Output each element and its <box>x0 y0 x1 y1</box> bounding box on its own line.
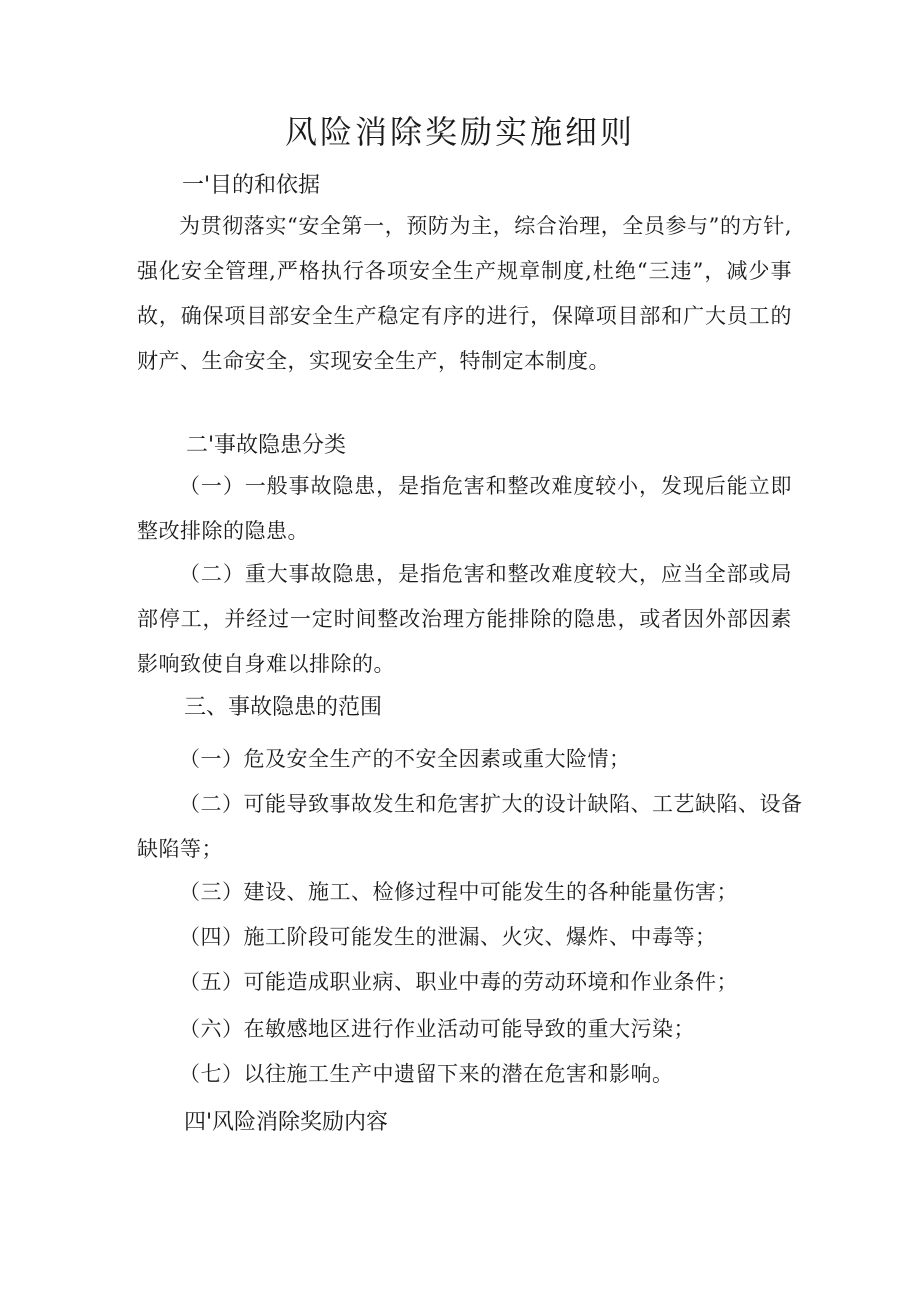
scope-item-4: （四）施工阶段可能发生的泄漏、火灾、爆炸、中毒等； <box>179 925 717 949</box>
paragraph-major-hazard: （二）重大事故隐患，是指危害和整改难度较大，应当全部或局部停工，并经过一定时间整改治理方能排除的隐患，或者因外部因素影响致使自身难以排除的。 <box>137 562 792 676</box>
paragraph-purpose: 为贯彻落实“安全第一，预防为主，综合治理，全员参与”的方针,强化安全管理,严格执行各项安全生产规章制度,杜绝“三违”，减少事故，确保项目部安全生产稳定有序的进行，保障项目部和广大员工的财产、生命安全，实现安全生产，特制定本制度。 <box>137 214 792 373</box>
section-heading-purpose: 一'目的和依据 <box>182 173 321 198</box>
scope-item-7: （七）以往施工生产中遗留下来的潜在危害和影响。 <box>179 1062 674 1086</box>
section-heading-classification: 二'事故隐患分类 <box>186 433 347 458</box>
scope-item-2: （二）可能导致事故发生和危害扩大的设计缺陷、工艺缺陷、设备缺陷等； <box>137 792 803 861</box>
document-title: 风险消除奖励实施细则 <box>284 113 635 151</box>
scope-item-6: （六）在敏感地区进行作业活动可能导致的重大污染； <box>179 1017 695 1041</box>
paragraph-general-hazard: （一）一般事故隐患，是指危害和整改难度较小，发现后能立即整改排除的隐患。 <box>137 474 792 543</box>
scope-item-1: （一）危及安全生产的不安全因素或重大险情； <box>179 747 631 771</box>
scope-item-3: （三）建设、施工、检修过程中可能发生的各种能量伤害； <box>179 880 738 904</box>
section-heading-scope: 三、事故隐患的范围 <box>184 695 383 720</box>
section-heading-reward: 四'风险消除奖励内容 <box>184 1110 389 1135</box>
scope-item-5: （五）可能造成职业病、职业中毒的劳动环境和作业条件； <box>179 970 738 994</box>
